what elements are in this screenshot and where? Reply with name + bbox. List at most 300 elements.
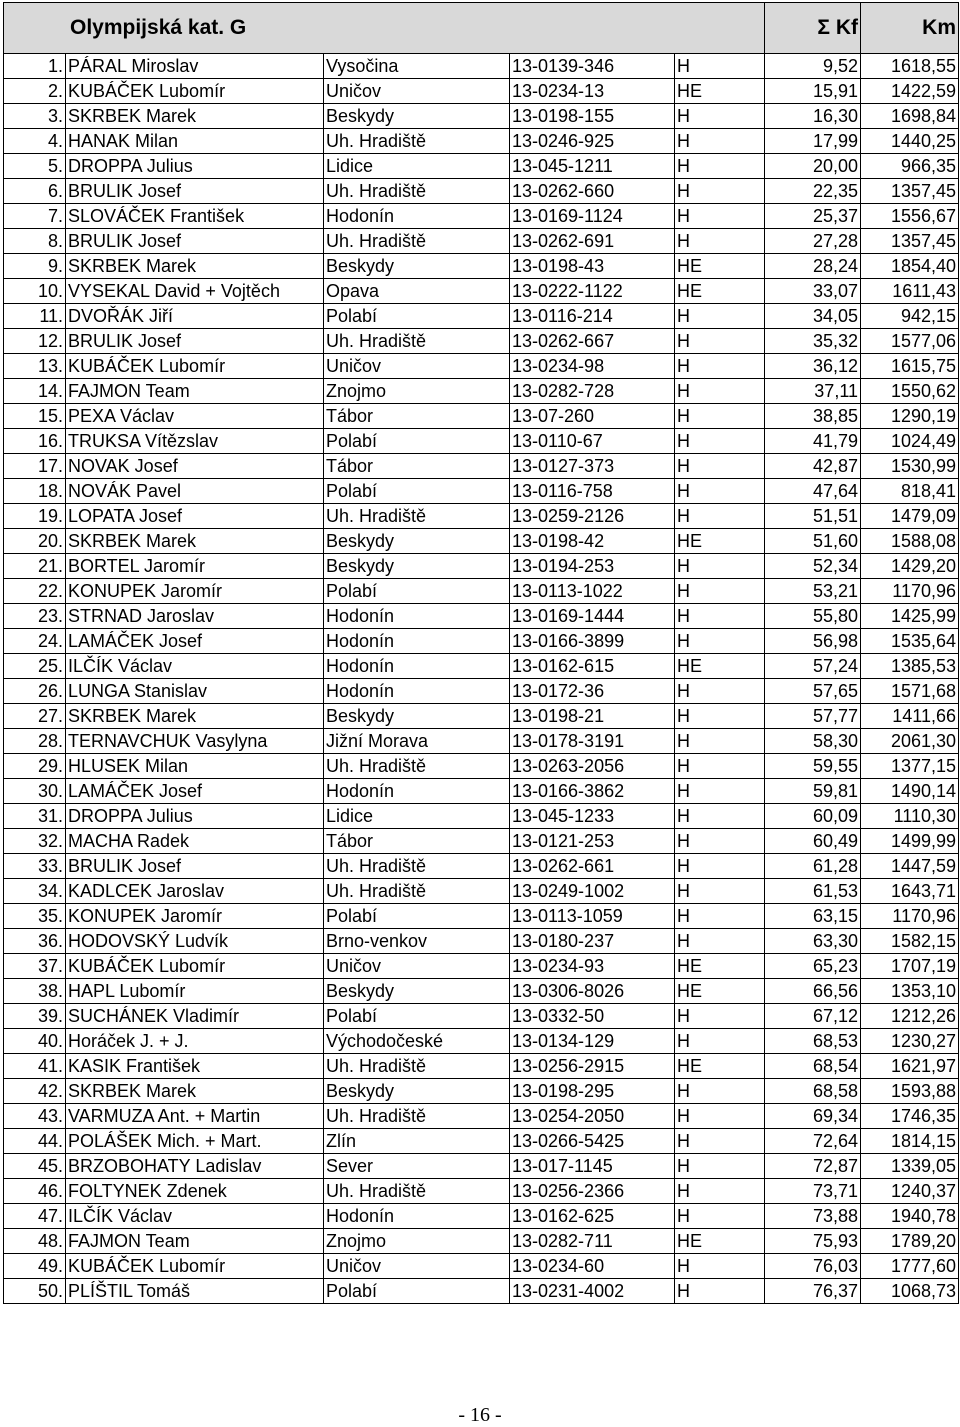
cell-sex: H [675,1129,765,1154]
cell-kf: 60,49 [765,829,861,854]
cell-rank: 44. [4,1129,66,1154]
cell-ring-number: 13-0282-728 [510,379,675,404]
cell-ring-number: 13-0249-1002 [510,879,675,904]
cell-km: 1068,73 [861,1279,959,1304]
cell-name: PEXA Václav [66,404,324,429]
cell-kf: 59,55 [765,754,861,779]
cell-rank: 19. [4,504,66,529]
cell-rank: 8. [4,229,66,254]
cell-ring-number: 13-0234-93 [510,954,675,979]
table-row [4,154,959,179]
cell-rank: 16. [4,429,66,454]
cell-kf: 16,30 [765,104,861,129]
cell-name: KADLCEK Jaroslav [66,879,324,904]
cell-ring-number: 13-0116-758 [510,479,675,504]
cell-km: 1411,66 [861,704,959,729]
cell-kf: 63,15 [765,904,861,929]
cell-region: Jižní Morava [324,729,510,754]
cell-km: 1230,27 [861,1029,959,1054]
cell-name: VYSEKAL David + Vojtěch [66,279,324,304]
cell-name: FAJMON Team [66,1229,324,1254]
cell-kf: 57,77 [765,704,861,729]
cell-km: 1353,10 [861,979,959,1004]
cell-sex: H [675,229,765,254]
cell-km: 1530,99 [861,454,959,479]
cell-rank: 25. [4,654,66,679]
cell-sex: H [675,204,765,229]
cell-sex: HE [675,79,765,104]
cell-rank: 15. [4,404,66,429]
table-row [4,729,959,754]
cell-sex: H [675,779,765,804]
cell-region: Polabí [324,579,510,604]
cell-sex: H [675,1154,765,1179]
cell-region: Uničov [324,954,510,979]
cell-ring-number: 13-0266-5425 [510,1129,675,1154]
cell-km: 1357,45 [861,179,959,204]
cell-region: Uh. Hradiště [324,179,510,204]
cell-name: FAJMON Team [66,379,324,404]
cell-sex: H [675,1279,765,1304]
cell-kf: 63,30 [765,929,861,954]
cell-name: LAMÁČEK Josef [66,779,324,804]
cell-ring-number: 13-0198-43 [510,254,675,279]
cell-km: 1377,15 [861,754,959,779]
cell-rank: 35. [4,904,66,929]
cell-rank: 22. [4,579,66,604]
cell-ring-number: 13-0234-98 [510,354,675,379]
cell-sex: HE [675,954,765,979]
cell-sex: H [675,754,765,779]
cell-kf: 41,79 [765,429,861,454]
cell-km: 1440,25 [861,129,959,154]
table-row [4,854,959,879]
cell-kf: 68,53 [765,1029,861,1054]
cell-region: Polabí [324,429,510,454]
cell-kf: 66,56 [765,979,861,1004]
cell-ring-number: 13-0262-667 [510,329,675,354]
cell-region: Beskydy [324,1079,510,1104]
cell-name: KUBÁČEK Lubomír [66,79,324,104]
cell-name: PLÍŠTIL Tomáš [66,1279,324,1304]
cell-km: 1425,99 [861,604,959,629]
cell-region: Hodonín [324,679,510,704]
cell-rank: 9. [4,254,66,279]
cell-sex: H [675,679,765,704]
cell-name: ILČÍK Václav [66,654,324,679]
cell-region: Uh. Hradiště [324,329,510,354]
cell-ring-number: 13-0139-346 [510,54,675,79]
cell-kf: 75,93 [765,1229,861,1254]
cell-sex: H [675,1179,765,1204]
table-row [4,429,959,454]
cell-ring-number: 13-0263-2056 [510,754,675,779]
cell-km: 1593,88 [861,1079,959,1104]
cell-rank: 6. [4,179,66,204]
cell-ring-number: 13-0110-67 [510,429,675,454]
cell-region: Uh. Hradiště [324,1179,510,1204]
cell-region: Hodonín [324,654,510,679]
table-row [4,129,959,154]
cell-region: Vysočina [324,54,510,79]
cell-ring-number: 13-0234-13 [510,79,675,104]
cell-ring-number: 13-0166-3862 [510,779,675,804]
cell-name: SKRBEK Marek [66,254,324,279]
cell-region: Uničov [324,354,510,379]
table-row [4,654,959,679]
cell-km: 1621,97 [861,1054,959,1079]
table-row [4,954,959,979]
cell-km: 1024,49 [861,429,959,454]
cell-name: NOVÁK Pavel [66,479,324,504]
cell-sex: H [675,804,765,829]
cell-ring-number: 13-0198-155 [510,104,675,129]
cell-sex: H [675,379,765,404]
cell-kf: 34,05 [765,304,861,329]
cell-kf: 61,53 [765,879,861,904]
cell-sex: H [675,304,765,329]
cell-kf: 42,87 [765,454,861,479]
cell-rank: 7. [4,204,66,229]
cell-region: Brno-venkov [324,929,510,954]
cell-rank: 37. [4,954,66,979]
cell-rank: 23. [4,604,66,629]
table-row [4,629,959,654]
cell-ring-number: 13-0113-1059 [510,904,675,929]
cell-kf: 67,12 [765,1004,861,1029]
cell-name: LUNGA Stanislav [66,679,324,704]
cell-km: 1611,43 [861,279,959,304]
table-row [4,454,959,479]
table-row [4,79,959,104]
cell-ring-number: 13-045-1233 [510,804,675,829]
cell-kf: 17,99 [765,129,861,154]
cell-kf: 76,03 [765,1254,861,1279]
cell-name: BRULIK Josef [66,179,324,204]
table-row [4,1154,959,1179]
cell-sex: H [675,629,765,654]
cell-rank: 30. [4,779,66,804]
table-row [4,979,959,1004]
cell-kf: 33,07 [765,279,861,304]
cell-rank: 21. [4,554,66,579]
cell-region: Beskydy [324,104,510,129]
cell-rank: 48. [4,1229,66,1254]
cell-rank: 32. [4,829,66,854]
table-row [4,254,959,279]
cell-km: 1707,19 [861,954,959,979]
cell-km: 1499,99 [861,829,959,854]
cell-rank: 13. [4,354,66,379]
cell-region: Znojmo [324,1229,510,1254]
cell-region: Hodonín [324,204,510,229]
table-row [4,879,959,904]
cell-kf: 22,35 [765,179,861,204]
cell-rank: 11. [4,304,66,329]
cell-name: TERNAVCHUK Vasylyna [66,729,324,754]
cell-kf: 37,11 [765,379,861,404]
cell-kf: 52,34 [765,554,861,579]
cell-ring-number: 13-0134-129 [510,1029,675,1054]
table-row [4,354,959,379]
cell-name: SLOVÁČEK František [66,204,324,229]
cell-name: Horáček J. + J. [66,1029,324,1054]
table-row [4,1279,959,1304]
cell-km: 1582,15 [861,929,959,954]
cell-sex: H [675,179,765,204]
cell-ring-number: 13-0172-36 [510,679,675,704]
cell-rank: 2. [4,79,66,104]
cell-sex: H [675,54,765,79]
cell-region: Polabí [324,1004,510,1029]
cell-km: 818,41 [861,479,959,504]
cell-sex: H [675,579,765,604]
table-row [4,1054,959,1079]
table-row [4,1254,959,1279]
cell-ring-number: 13-0198-295 [510,1079,675,1104]
cell-rank: 5. [4,154,66,179]
cell-region: Uh. Hradiště [324,229,510,254]
cell-km: 1789,20 [861,1229,959,1254]
cell-region: Beskydy [324,554,510,579]
cell-sex: H [675,604,765,629]
cell-kf: 68,58 [765,1079,861,1104]
cell-name: FOLTYNEK Zdenek [66,1179,324,1204]
table-row [4,229,959,254]
cell-rank: 26. [4,679,66,704]
cell-kf: 72,64 [765,1129,861,1154]
cell-sex: HE [675,529,765,554]
cell-sex: H [675,929,765,954]
table-row [4,1004,959,1029]
cell-region: Uničov [324,79,510,104]
cell-name: SKRBEK Marek [66,1079,324,1104]
cell-region: Sever [324,1154,510,1179]
cell-ring-number: 13-0166-3899 [510,629,675,654]
cell-ring-number: 13-0262-660 [510,179,675,204]
cell-kf: 51,60 [765,529,861,554]
cell-rank: 50. [4,1279,66,1304]
cell-ring-number: 13-0256-2366 [510,1179,675,1204]
cell-region: Polabí [324,479,510,504]
cell-km: 1556,67 [861,204,959,229]
cell-name: BRZOBOHATY Ladislav [66,1154,324,1179]
cell-kf: 9,52 [765,54,861,79]
cell-km: 1618,55 [861,54,959,79]
cell-ring-number: 13-0306-8026 [510,979,675,1004]
cell-sex: H [675,704,765,729]
cell-rank: 49. [4,1254,66,1279]
cell-region: Uh. Hradiště [324,854,510,879]
cell-rank: 45. [4,1154,66,1179]
cell-sex: H [675,104,765,129]
cell-ring-number: 13-0222-1122 [510,279,675,304]
cell-kf: 72,87 [765,1154,861,1179]
cell-name: BRULIK Josef [66,329,324,354]
cell-name: DROPPA Julius [66,154,324,179]
page-number: - 16 - [458,1404,502,1426]
cell-name: HAPL Lubomír [66,979,324,1004]
cell-name: DVOŘÁK Jiří [66,304,324,329]
cell-km: 1643,71 [861,879,959,904]
cell-rank: 24. [4,629,66,654]
cell-km: 1940,78 [861,1204,959,1229]
cell-sex: H [675,154,765,179]
table-row [4,304,959,329]
cell-region: Znojmo [324,379,510,404]
cell-ring-number: 13-0162-625 [510,1204,675,1229]
cell-km: 1447,59 [861,854,959,879]
cell-kf: 68,54 [765,1054,861,1079]
table-row [4,829,959,854]
table-row [4,804,959,829]
cell-name: KUBÁČEK Lubomír [66,1254,324,1279]
cell-region: Zlín [324,1129,510,1154]
cell-kf: 57,65 [765,679,861,704]
cell-name: HLUSEK Milan [66,754,324,779]
cell-kf: 53,21 [765,579,861,604]
cell-rank: 36. [4,929,66,954]
cell-km: 1290,19 [861,404,959,429]
cell-region: Tábor [324,829,510,854]
cell-kf: 56,98 [765,629,861,654]
cell-km: 1422,59 [861,79,959,104]
cell-kf: 55,80 [765,604,861,629]
cell-region: Hodonín [324,604,510,629]
cell-sex: H [675,354,765,379]
table-row [4,579,959,604]
cell-ring-number: 13-0234-60 [510,1254,675,1279]
table-row [4,279,959,304]
cell-km: 1429,20 [861,554,959,579]
cell-ring-number: 13-0169-1444 [510,604,675,629]
table-row [4,329,959,354]
table-row [4,779,959,804]
results-table [3,2,959,1304]
cell-rank: 14. [4,379,66,404]
cell-name: DROPPA Julius [66,804,324,829]
cell-sex: HE [675,279,765,304]
cell-km: 1814,15 [861,1129,959,1154]
cell-rank: 17. [4,454,66,479]
cell-rank: 1. [4,54,66,79]
cell-kf: 58,30 [765,729,861,754]
table-row [4,1229,959,1254]
table-row [4,479,959,504]
cell-ring-number: 13-0256-2915 [510,1054,675,1079]
cell-name: LAMÁČEK Josef [66,629,324,654]
cell-rank: 46. [4,1179,66,1204]
cell-kf: 36,12 [765,354,861,379]
table-row [4,204,959,229]
cell-sex: HE [675,254,765,279]
table-row [4,404,959,429]
cell-name: SKRBEK Marek [66,529,324,554]
table-row [4,604,959,629]
table-row [4,929,959,954]
table-row [4,1079,959,1104]
cell-km: 2061,30 [861,729,959,754]
cell-rank: 31. [4,804,66,829]
cell-km: 1385,53 [861,654,959,679]
cell-rank: 29. [4,754,66,779]
cell-kf: 60,09 [765,804,861,829]
cell-sex: H [675,129,765,154]
cell-kf: 20,00 [765,154,861,179]
cell-kf: 59,81 [765,779,861,804]
cell-region: Beskydy [324,254,510,279]
cell-km: 1854,40 [861,254,959,279]
cell-km: 1615,75 [861,354,959,379]
cell-sex: H [675,404,765,429]
cell-region: Polabí [324,304,510,329]
table-row [4,504,959,529]
table-row [4,379,959,404]
cell-km: 1357,45 [861,229,959,254]
cell-kf: 65,23 [765,954,861,979]
cell-rank: 18. [4,479,66,504]
cell-km: 966,35 [861,154,959,179]
cell-kf: 27,28 [765,229,861,254]
cell-region: Uh. Hradiště [324,504,510,529]
cell-name: BORTEL Jaromír [66,554,324,579]
cell-region: Uničov [324,1254,510,1279]
cell-kf: 51,51 [765,504,861,529]
cell-rank: 40. [4,1029,66,1054]
cell-ring-number: 13-0262-661 [510,854,675,879]
cell-name: SUCHÁNEK Vladimír [66,1004,324,1029]
cell-region: Uh. Hradiště [324,879,510,904]
cell-km: 1110,30 [861,804,959,829]
cell-sex: H [675,1204,765,1229]
cell-km: 942,15 [861,304,959,329]
cell-rank: 33. [4,854,66,879]
cell-ring-number: 13-0246-925 [510,129,675,154]
cell-kf: 28,24 [765,254,861,279]
cell-kf: 38,85 [765,404,861,429]
cell-rank: 20. [4,529,66,554]
cell-ring-number: 13-045-1211 [510,154,675,179]
cell-rank: 12. [4,329,66,354]
cell-ring-number: 13-0113-1022 [510,579,675,604]
table-row [4,754,959,779]
cell-kf: 73,88 [765,1204,861,1229]
cell-region: Polabí [324,904,510,929]
cell-kf: 47,64 [765,479,861,504]
cell-km: 1479,09 [861,504,959,529]
cell-sex: H [675,504,765,529]
cell-name: HODOVSKÝ Ludvík [66,929,324,954]
cell-name: KONUPEK Jaromír [66,579,324,604]
cell-region: Lidice [324,804,510,829]
cell-sex: HE [675,1229,765,1254]
cell-region: Uh. Hradiště [324,1104,510,1129]
cell-km: 1535,64 [861,629,959,654]
cell-rank: 47. [4,1204,66,1229]
cell-sex: H [675,879,765,904]
table-row [4,1029,959,1054]
cell-km: 1571,68 [861,679,959,704]
cell-rank: 28. [4,729,66,754]
cell-sex: HE [675,979,765,1004]
table-row [4,904,959,929]
cell-sex: H [675,329,765,354]
cell-ring-number: 13-0254-2050 [510,1104,675,1129]
cell-km: 1577,06 [861,329,959,354]
cell-sex: H [675,454,765,479]
cell-sex: H [675,904,765,929]
cell-ring-number: 13-0180-237 [510,929,675,954]
